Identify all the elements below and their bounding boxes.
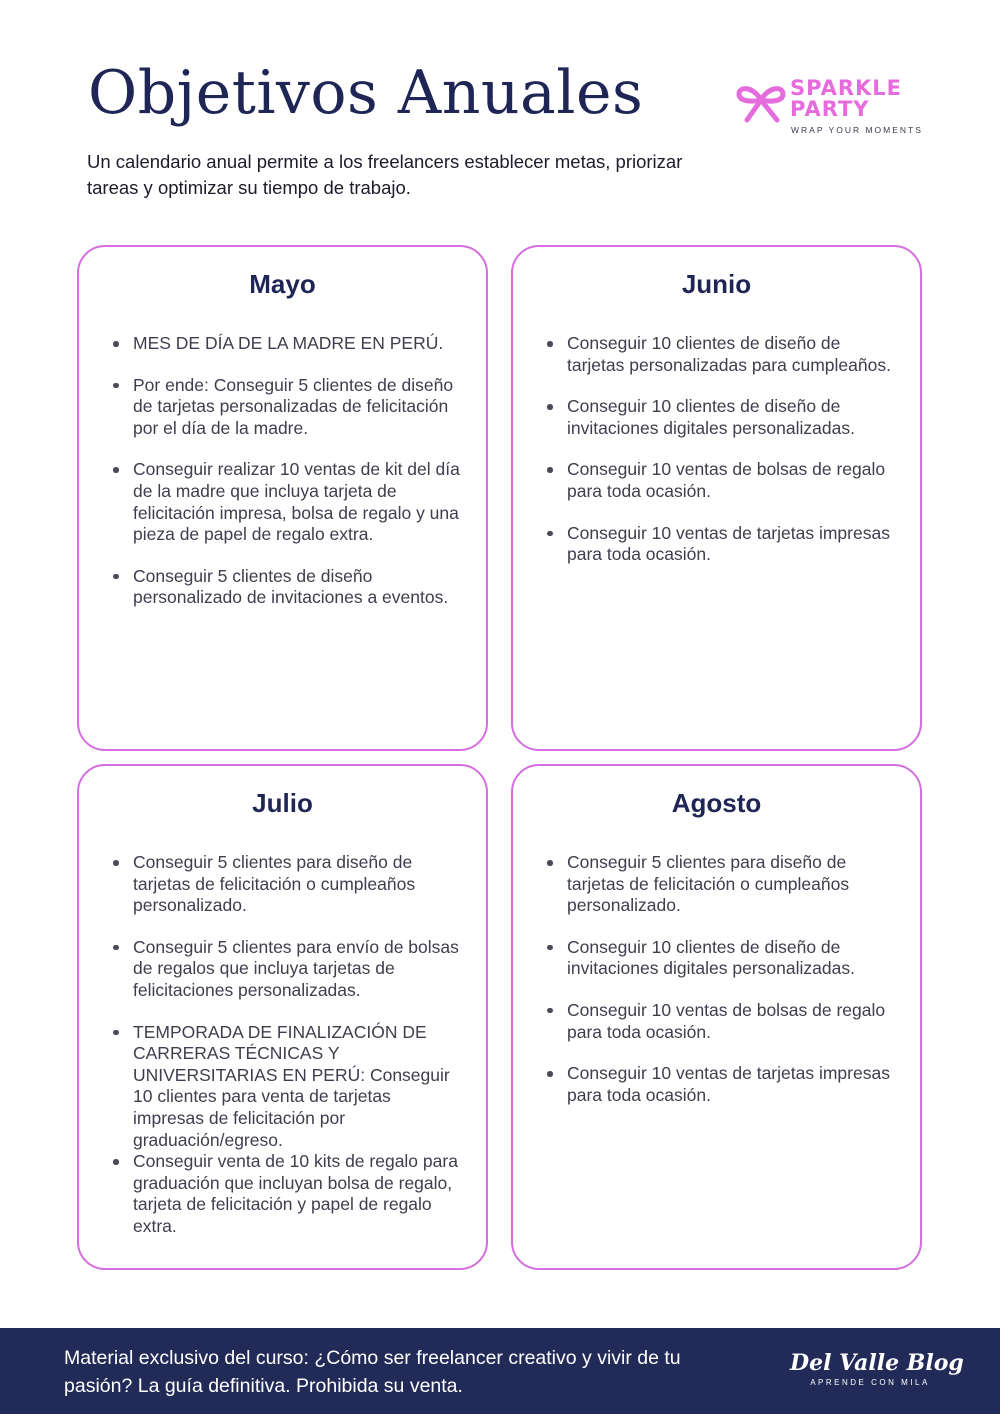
goal-item: Conseguir 5 clientes para diseño de tarjetas de felicitación o cumpleaños personalizado. (113, 852, 466, 917)
goal-item: Conseguir 10 ventas de tarjetas impresas para toda ocasión. (547, 1063, 900, 1106)
goal-list (547, 852, 900, 1126)
month-title: Julio (252, 788, 313, 818)
goal-item: Conseguir 10 ventas de bolsas de regalo para toda ocasión. (547, 459, 900, 502)
sparkle-party-logo (735, 78, 935, 138)
goal-item: Conseguir 10 clientes de diseño de tarjetas personalizadas para cumpleaños. (547, 333, 900, 376)
goal-item: MES DE DÍA DE LA MADRE EN PERÚ. (113, 333, 466, 355)
goal-item: Conseguir realizar 10 ventas de kit del día de la madre que incluya tarjeta de felicitación impresa, bolsa de regalo y una pieza de papel de regalo extra. (113, 459, 466, 545)
blog-tagline: APRENDE CON MILA (810, 1378, 930, 1387)
logo-line-1: SPARKLE (790, 76, 903, 100)
month-card-mayo (77, 245, 488, 751)
goal-item: Conseguir 10 clientes de diseño de invitaciones digitales personalizadas. (547, 396, 900, 439)
goal-item: Conseguir 10 ventas de bolsas de regalo para toda ocasión. (547, 1000, 900, 1043)
month-card-junio (511, 245, 922, 751)
footer-note: Material exclusivo del curso: ¿Cómo ser freelancer creativo y vivir de tu pasión? La guía definitiva. Prohibida su venta. (64, 1347, 681, 1397)
page-title: Objetivos Anuales (88, 58, 644, 128)
goal-item: Conseguir 10 clientes de diseño de invitaciones digitales personalizadas. (547, 937, 900, 980)
goal-item: Conseguir 5 clientes de diseño personalizado de invitaciones a eventos. (113, 566, 466, 609)
goal-item: Conseguir 5 clientes para diseño de tarjetas de felicitación o cumpleaños personalizado. (547, 852, 900, 917)
logo-tagline: WRAP YOUR MOMENTS (791, 125, 923, 135)
goal-item: Conseguir 10 ventas de tarjetas impresas para toda ocasión. (547, 523, 900, 566)
del-valle-blog-logo (790, 1350, 964, 1387)
month-title: Agosto (671, 788, 762, 818)
goal-item: Conseguir venta de 10 kits de regalo para graduación que incluyan bolsa de regalo, tarjeta de felicitación y papel de regalo extra. (113, 1151, 466, 1237)
month-title: Mayo (249, 269, 316, 299)
blog-name: Del Valle Blog (790, 1350, 964, 1376)
footer-bar (0, 1328, 1000, 1414)
ribbon-bow-icon (735, 80, 787, 124)
month-title: Junio (681, 269, 752, 299)
goal-list (113, 333, 466, 629)
goal-list (547, 333, 900, 586)
logo-wordmark (790, 78, 930, 120)
goal-item: Por ende: Conseguir 5 clientes de diseño de tarjetas personalizadas de felicitación por el día de la madre. (113, 375, 466, 440)
logo-line-2: PARTY (790, 97, 870, 121)
goal-item: TEMPORADA DE FINALIZACIÓN DE CARRERAS TÉCNICAS Y UNIVERSITARIAS EN PERÚ: Conseguir 10 clientes para venta de tarjetas impresas de felicitación por graduación/egreso. (113, 1022, 466, 1152)
month-card-agosto (511, 764, 922, 1270)
intro-text: Un calendario anual permite a los freelancers establecer metas, priorizar tareas y optimizar su tiempo de trabajo. (87, 151, 683, 198)
goal-list (113, 852, 466, 1258)
month-card-julio (77, 764, 488, 1270)
goal-item: Conseguir 5 clientes para envío de bolsas de regalos que incluya tarjetas de felicitaciones personalizadas. (113, 937, 466, 1002)
